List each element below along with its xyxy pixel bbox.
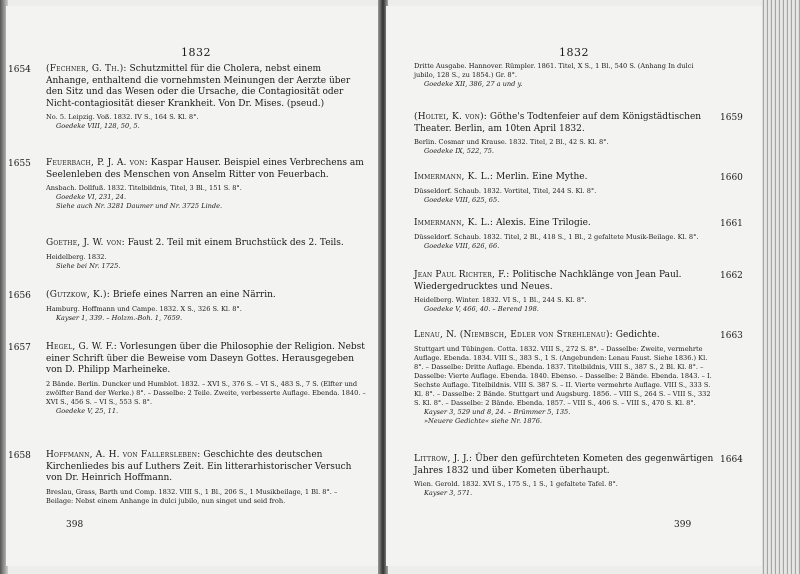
entry-title — [414, 270, 714, 293]
entry-title-text: Alexis. Eine Trilogie. — [496, 218, 591, 228]
entry-number: 1662 — [720, 271, 743, 281]
entry-1655 — [8, 158, 366, 211]
page-number: 399 — [674, 520, 692, 530]
running-head-year: 1832 — [559, 46, 589, 59]
entry-reference: Goedeke VIII, 626, 66. — [424, 241, 500, 250]
entry-title-text: Briefe eines Narren an eine Närrin. — [112, 290, 276, 300]
entry-title-text: Gedichte. — [615, 330, 660, 340]
entry-number: 1655 — [8, 159, 31, 169]
entry-title — [414, 454, 714, 477]
entry-number: 1661 — [720, 219, 743, 229]
entry-number: 1656 — [8, 291, 31, 301]
entry-reference: »Neuere Gedichte« siehe Nr. 1876. — [424, 416, 543, 425]
entry-number: 1659 — [720, 113, 743, 123]
entry-imprint: Heidelberg. 1832. — [46, 252, 107, 261]
entry-number: 1654 — [8, 65, 31, 75]
entry-reference: Goedeke XII, 386, 27 a und y. — [424, 80, 523, 88]
entry-reference: Goedeke V, 25, 11. — [56, 406, 119, 415]
entry-title-text: Politische Nachklänge von Jean Paul. Wiedergedrucktes und Neues. — [414, 270, 682, 292]
entry-1654 — [8, 64, 366, 131]
entry-number: 1658 — [8, 451, 31, 461]
entry-author: Lenau, N. (Niembsch, Edler von Strehlenau): — [414, 330, 613, 340]
entry-title-text: Merlin. Eine Mythe. — [496, 172, 588, 182]
entry-title-text: Schutzmittel für die Cholera, nebst einem Anhange, enthaltend die vornehmsten Meinungen der Aerzte über den Sitz und das Wesen oder die Ursache, die Contagiosität oder Nicht-contagiosität dieser Krankheit. Von Dr. Mises. (pseud.) — [46, 64, 351, 109]
page-edge-right — [762, 0, 800, 574]
entry-imprint: Stuttgart und Tübingen. Cotta. 1832. VIII S., 272 S. 8°. – Dasselbe: Zweite, vermehrte Auflage. Ebenda. 1834. VIII S., 383 S., 1 S. (Angebunden: Lenau Faust. Siehe 1836.) Kl. 8°. – Dasselbe: Dritte Auflage. Ebenda. 1837. Titelbildnis, VIII S., 387 S., 2 Bl. Kl. 8°. – Dasselbe: Vierte Auflage. Ebenda. 1840. Ebenso. – Dasselbe: 2 Bände. Ebenda. 1843. – I. Sechste Auflage. Titelbildnis. VIII S. 387 S. – II. Vierte vermehrte Auflage. VIII S., 333 S. Kl. 8°. – Dasselbe: 2 Bände. Stuttgart und Augsburg. 1856. – VIII S., 264 S. – VIII S., 332 S. Kl. 8°. – Dasselbe: 2 Bände. Ebenda. 1857. – VIII S., 406 S. – VIII S., 470 S. Kl. 8°. — [414, 344, 712, 407]
entry-imprint: Berlin. Cosmar und Krause. 1832. Titel, 2 Bl., 42 S. Kl. 8°. — [414, 138, 609, 146]
entry-author: Feuerbach, P. J. A. von: — [46, 158, 148, 168]
entry-title — [46, 238, 366, 250]
entry-reference: Goedeke V, 466, 40. – Berend 198. — [424, 305, 539, 313]
entry-1660 — [414, 172, 743, 205]
entry-title — [414, 112, 714, 135]
entry-title-text: Über den gefürchteten Kometen des gegenwärtigen Jahres 1832 und über Kometen überhaupt. — [414, 454, 714, 476]
entry-imprint: Wien. Gerold. 1832. XVI S., 175 S., 1 S., 1 gefaltete Tafel. 8°. — [414, 480, 618, 488]
left-page — [6, 6, 380, 566]
entry-reference: Goedeke VIII, 625, 65. — [424, 195, 500, 204]
entry-author: Littrow, J. J.: — [414, 454, 473, 464]
entry-title — [414, 218, 714, 230]
entry-title-text: Kaspar Hauser. Beispiel eines Verbrechens am Seelenleben des Menschen von Anselm Ritter von Feuerbach. — [46, 158, 364, 180]
entry-reference: Siehe auch Nr. 3281 Daumer und Nr. 3725 Linde. — [56, 202, 223, 210]
entry-title-text: Faust 2. Teil mit einem Bruchstück des 2. Teils. — [127, 238, 344, 248]
entry-title — [414, 330, 714, 342]
entry-title-text: Göthe's Todtenfeier auf dem Königstädtischen Theater. Berlin, am 10ten April 1832. — [414, 112, 702, 134]
entry-title — [414, 172, 714, 184]
entry-1658 — [8, 450, 366, 506]
entry-number: 1663 — [720, 331, 743, 341]
entry-author: (Holtei, K. von): — [414, 112, 488, 122]
entry-1656 — [8, 290, 366, 323]
entry-reference: Kayser 1, 339. – Holzm.-Boh. 1, 7659. — [56, 313, 183, 322]
entry-reference: Goedeke VIII, 128, 50, 5. — [56, 122, 140, 130]
entry-title — [46, 342, 366, 377]
page-number: 398 — [66, 520, 84, 530]
entry-title — [46, 450, 366, 485]
entry-title — [46, 290, 366, 302]
entry-author: Goethe, J. W. von: — [46, 238, 125, 248]
entry-number: 1657 — [8, 343, 31, 353]
entry-number: 1664 — [720, 455, 743, 465]
entry-reference: Kayser 3, 571. — [424, 489, 473, 497]
entry-imprint: Ansbach. Dollfuß. 1832. Titelbildnis, Titel, 3 Bl., 151 S. 8°. — [46, 184, 242, 192]
entry-1662 — [414, 270, 743, 314]
entry-title — [46, 158, 366, 181]
entry-1657 — [8, 342, 366, 416]
entry-goethe — [46, 238, 366, 271]
entry-imprint: Heidelberg. Winter. 1832. VI S., 1 Bl., 244 S. Kl. 8°. — [414, 296, 587, 304]
entry-imprint: Düsseldorf. Schaub. 1832. Titel, 2 Bl., 418 S., 1 Bl., 2 gefaltete Musik-Beilage. Kl. 8°. — [414, 232, 699, 241]
entry-author: (Gutzkow, K.): — [46, 290, 110, 300]
entry-title-text: Geschichte des deutschen Kirchenliedes bis auf Luthers Zeit. Ein litterarhistorischer Versuch von Dr. Heinrich Hoffmann. — [46, 450, 352, 483]
entry-reference: Kayser 3, 529 und 8, 24. – Brümmer 5, 135. — [424, 407, 571, 416]
entry-imprint: Dritte Ausgabe. Hannover. Rümpler. 1861. Titel, X S., 1 Bl., 540 S. (Anhang In dulci jubilo, 128 S., zu 1854.) Gr. 8°. — [414, 62, 694, 79]
entry-reference: Goedeke IX, 522, 75. — [424, 147, 495, 155]
entry-reference: Goedeke VI, 231, 24. — [56, 193, 127, 201]
entry-1664 — [414, 454, 743, 498]
entry-1661 — [414, 218, 743, 251]
entry-author: (Fechner, G. Th.): — [46, 64, 127, 74]
entry-imprint: No. 5. Leipzig. Voß. 1832. IV S., 164 S. Kl. 8°. — [46, 113, 199, 121]
entry-imprint: Düsseldorf. Schaub. 1832. Vortitel, Titel, 244 S. Kl. 8°. — [414, 186, 597, 195]
entry-number: 1660 — [720, 173, 743, 183]
entry-reference: Siehe bei Nr. 1725. — [56, 261, 121, 270]
entry-author: Hegel, G. W. F.: — [46, 342, 118, 352]
entry-author: Jean Paul Richter, F.: — [414, 270, 510, 280]
entry-imprint: 2 Bände. Berlin. Duncker und Humblot. 1832. – XVI S., 376 S. – VI S., 483 S., 7 S. (Elfter und zwölfter Band der Werke.) 8°. – Dasselbe: 2 Teile. Zweite, verbesserte Auflage. Ebenda. 1840. – XVI S., 456 S. – VI S., 553 S. 8°. — [46, 379, 366, 406]
entry-1659 — [414, 112, 743, 156]
entry-author: Hoffmann, A. H. von Fallersleben: — [46, 450, 201, 460]
entry-author: Immermann, K. L.: — [414, 172, 494, 182]
entry-imprint: Hamburg. Hoffmann und Campe. 1832. X S., 326 S. Kl. 8°. — [46, 304, 242, 313]
entry-continuation — [414, 62, 714, 89]
entry-title-text: Vorlesungen über die Philosophie der Religion. Nebst einer Schrift über die Beweise vom Daseyn Gottes. Herausgegeben von D. Philipp Marheineke. — [46, 342, 365, 375]
entry-imprint: Breslau, Grass, Barth und Comp. 1832. VIII S., 1 Bl., 206 S., 1 Musikbeilage, 1 Bl. 8°. – Beilage: Nebst einem Anhange in dulci jubilo, nun singet und seid froh. — [46, 487, 338, 505]
entry-title — [46, 64, 366, 110]
entry-1663 — [414, 330, 743, 426]
right-page — [386, 6, 762, 566]
entry-author: Immermann, K. L.: — [414, 218, 494, 228]
running-head-year: 1832 — [181, 46, 211, 59]
